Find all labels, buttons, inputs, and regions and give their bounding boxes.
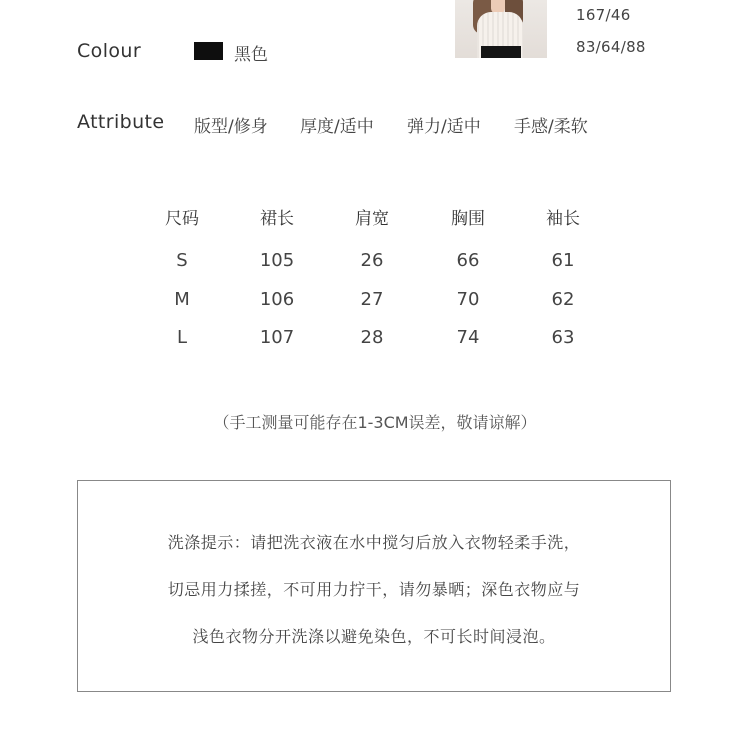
- size-table-cell: L: [176, 327, 188, 348]
- size-table-header: 胸围: [451, 209, 485, 229]
- size-table-cell: 28: [360, 327, 384, 348]
- colour-label: Colour: [77, 40, 142, 62]
- attribute-label: Attribute: [77, 111, 165, 133]
- measurement-note: （手工测量可能存在1-3CM误差，敬请谅解）: [213, 413, 537, 432]
- size-table-header: 尺码: [165, 209, 199, 229]
- washing-instruction-line: 切忌用力揉搓，不可用力拧干，请勿暴晒；深色衣物应与: [167, 580, 581, 599]
- attribute-fit: 版型/修身: [194, 117, 268, 137]
- size-table-cell: 74: [456, 327, 480, 348]
- attribute-thickness: 厚度/适中: [300, 117, 374, 137]
- size-table-header: 袖长: [546, 209, 580, 229]
- size-table-cell: 61: [551, 250, 575, 271]
- model-height-weight: 167/46: [576, 6, 631, 24]
- size-table-cell: 62: [551, 289, 575, 310]
- washing-instruction-line: 浅色衣物分开洗涤以避免染色，不可长时间浸泡。: [192, 627, 556, 646]
- attribute-feel: 手感/柔软: [514, 117, 588, 137]
- size-table-cell: 66: [456, 250, 480, 271]
- attribute-elasticity: 弹力/适中: [407, 117, 481, 137]
- size-table-header: 肩宽: [355, 209, 389, 229]
- model-measurements: 83/64/88: [576, 38, 646, 56]
- size-table-cell: 106: [259, 289, 295, 310]
- colour-swatch: [194, 42, 223, 60]
- size-table-cell: 27: [360, 289, 384, 310]
- colour-value: 黑色: [234, 45, 268, 65]
- size-table-cell: 107: [259, 327, 295, 348]
- size-table-cell: 63: [551, 327, 575, 348]
- size-table-cell: M: [174, 289, 190, 310]
- size-table-cell: 105: [259, 250, 295, 271]
- model-photo: [455, 0, 547, 58]
- size-table-cell: 26: [360, 250, 384, 271]
- size-table-cell: S: [176, 250, 188, 271]
- size-table-header: 裙长: [260, 209, 294, 229]
- washing-instruction-line: 洗涤提示：请把洗衣液在水中搅匀后放入衣物轻柔手洗，: [167, 533, 581, 552]
- size-table-cell: 70: [456, 289, 480, 310]
